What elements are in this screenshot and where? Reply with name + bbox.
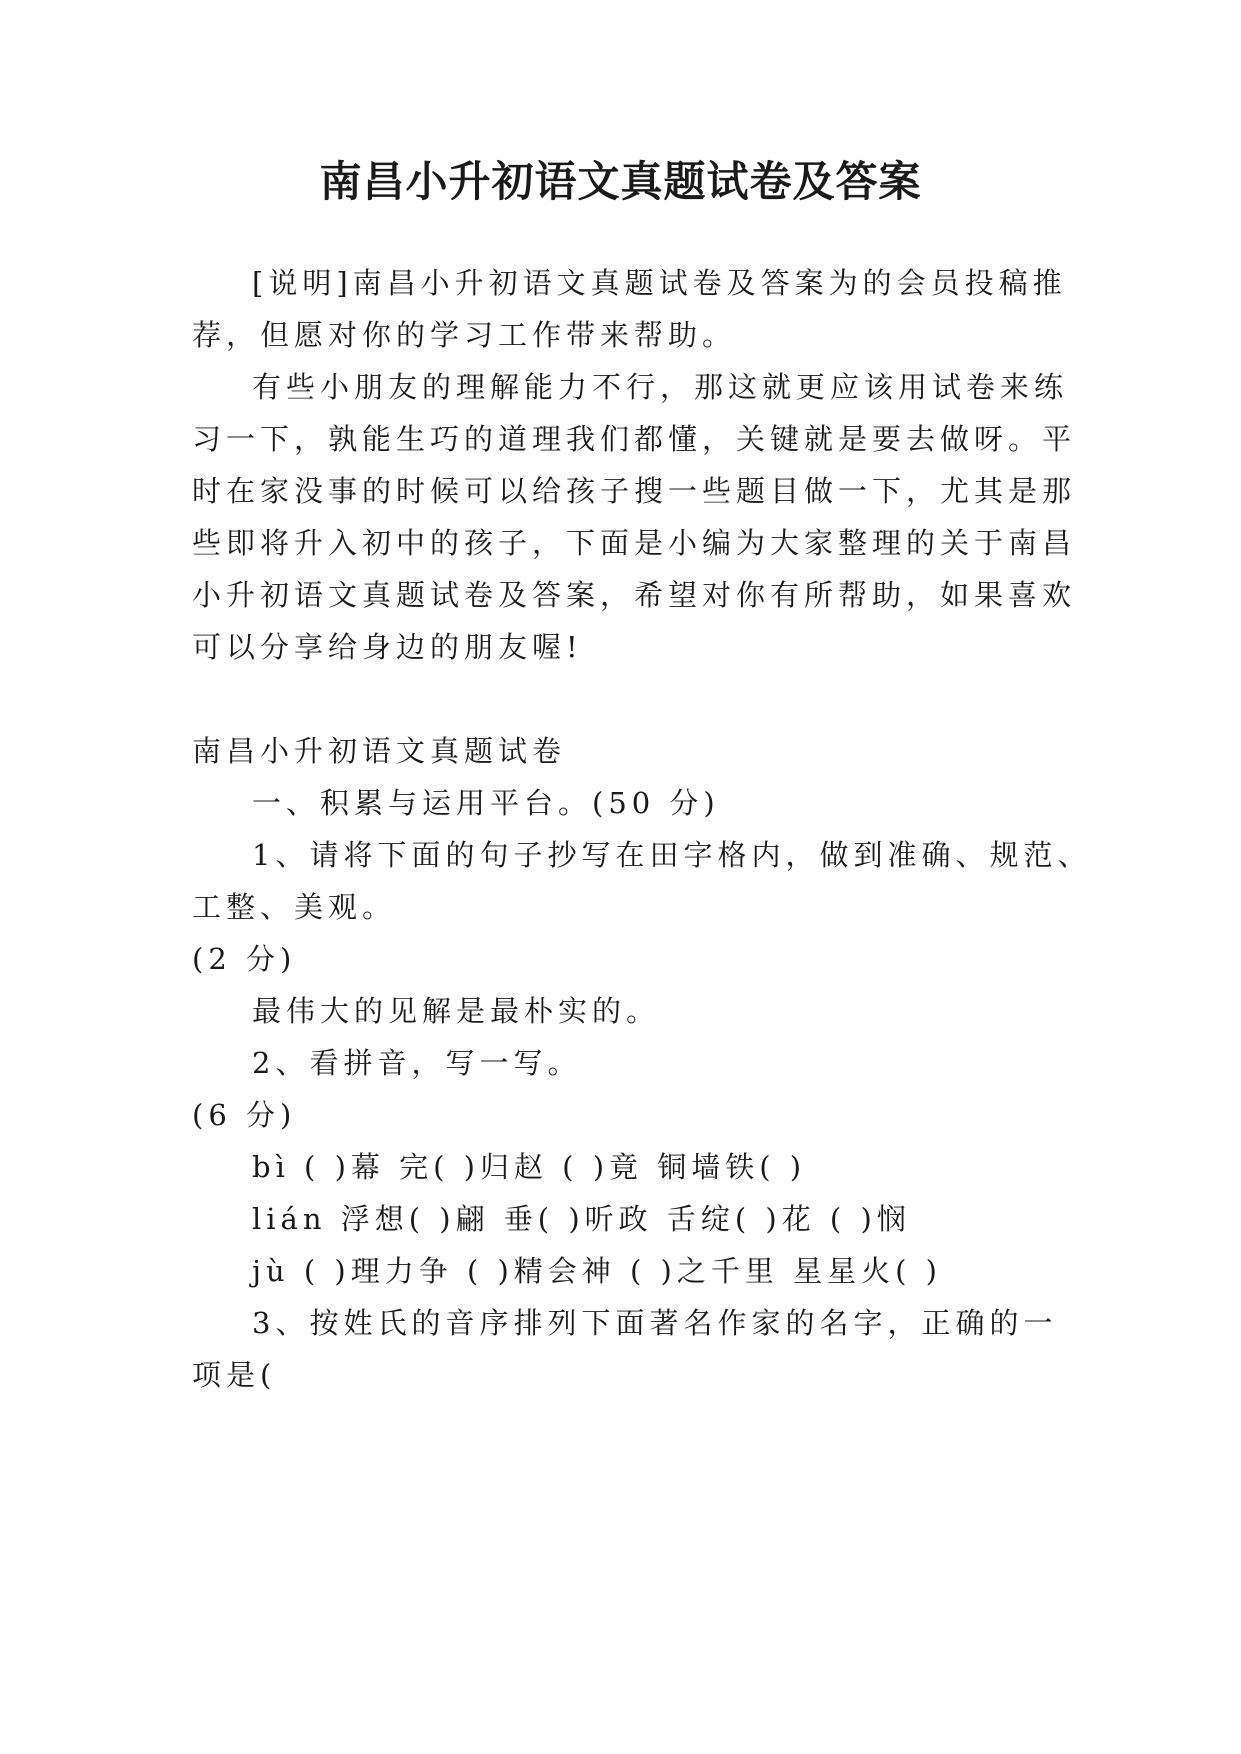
question-text: 最伟大的见解是最朴实的。 <box>252 994 661 1028</box>
question-score: (2 分) <box>192 942 297 976</box>
paragraph-line: 习一下，孰能生巧的道理我们都懂，关键就是要去做呀。平 <box>192 422 1077 456</box>
paragraph-line: 荐，但愿对你的学习工作带来帮助。 <box>192 318 737 352</box>
paragraph-line: 有些小朋友的理解能力不行，那这就更应该用试卷来练 <box>252 370 1069 404</box>
pinyin-line: jù ( )理力争 ( )精会神 ( )之千里 星星火( ) <box>252 1254 942 1288</box>
pinyin-line: bì ( )幕 完( )归赵 ( )竟 铜墙铁( ) <box>252 1150 807 1184</box>
question-text: 工整、美观。 <box>192 890 397 924</box>
paragraph-line: 小升初语文真题试卷及答案，希望对你有所帮助，如果喜欢 <box>192 578 1077 612</box>
paragraph-line: 些即将升入初中的孩子，下面是小编为大家整理的关于南昌 <box>192 526 1077 560</box>
paragraph-line: 可以分享给身边的朋友喔! <box>192 630 583 664</box>
section-heading: 南昌小升初语文真题试卷 <box>192 734 567 768</box>
question-text: 3、按姓氏的音序排列下面著名作家的名字，正确的一 <box>252 1306 1058 1340</box>
paragraph-line: 时在家没事的时候可以给孩子搜一些题目做一下，尤其是那 <box>192 474 1077 508</box>
question-heading: 一、积累与运用平台。(50 分) <box>252 786 720 820</box>
question-score: (6 分) <box>192 1098 297 1132</box>
question-text: 1、请将下面的句子抄写在田字格内，做到准确、规范、 <box>252 838 1092 872</box>
pinyin-line: lián 浮想( )翩 垂( )听政 舌绽( )花 ( )悯 <box>252 1202 911 1236</box>
paragraph-line: [说明]南昌小升初语文真题试卷及答案为的会员投稿推 <box>252 266 1067 300</box>
document-title: 南昌小升初语文真题试卷及答案 <box>319 157 922 206</box>
question-text: 项是( <box>192 1358 277 1392</box>
question-text: 2、看拼音，写一写。 <box>252 1046 582 1080</box>
